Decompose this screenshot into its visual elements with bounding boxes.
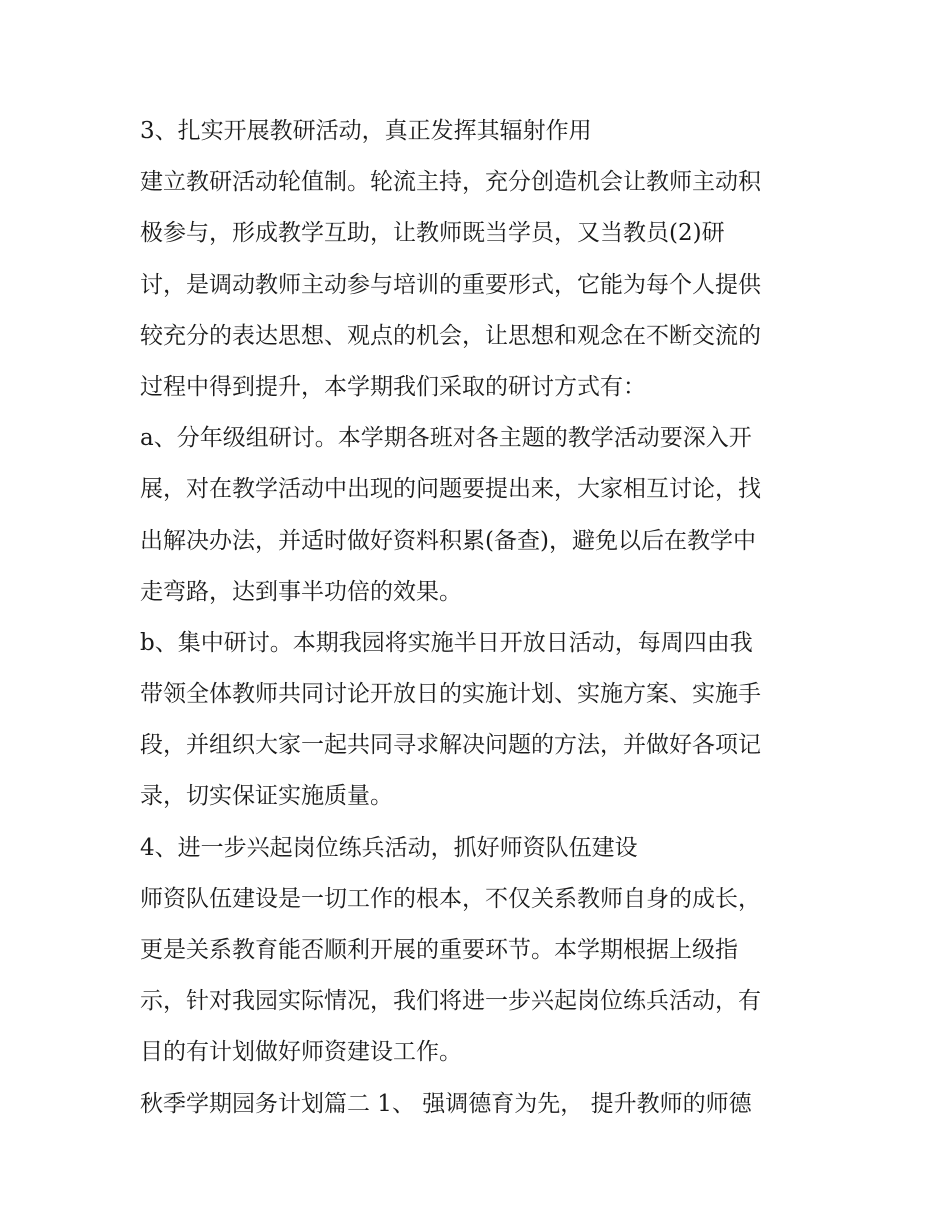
- paragraph-line: 示，针对我园实际情况，我们将进一步兴起岗位练兵活动，有: [140, 988, 761, 1015]
- paragraph-line: 出解决办法，并适时做好资料积累(备查)，避免以后在教学中: [140, 527, 756, 554]
- document-body: [140, 106, 830, 1130]
- list-item-a: a、分年级组研讨。本学期各班对各主题的教学活动要深入开: [140, 425, 752, 452]
- paragraph-line: 更是关系教育能否顺利开展的重要环节。本学期根据上级指: [140, 937, 738, 963]
- paragraph-line: 展，对在教学活动中出现的问题要提出来，大家相互讨论，找: [140, 476, 761, 503]
- section-heading-4: 4、进一步兴起岗位练兵活动，抓好师资队伍建设: [140, 834, 638, 861]
- section-heading-3: 3、扎实开展教研活动，真正发挥其辐射作用: [140, 118, 592, 144]
- paragraph-line: 段，并组织大家一起共同寻求解决问题的方法，并做好各项记: [140, 732, 761, 759]
- paragraph-line: 录，切实保证实施质量。: [140, 783, 393, 810]
- paragraph-line: 较充分的表达思想、观点的机会，让思想和观念在不断交流的: [140, 322, 761, 349]
- section-heading-part-two: 秋季学期园务计划篇二 1、 强调德育为先， 提升教师的师德: [140, 1090, 752, 1117]
- paragraph-line: 过程中得到提升，本学期我们采取的研讨方式有：: [140, 373, 646, 400]
- paragraph-line: 走弯路，达到事半功倍的效果。: [140, 578, 462, 605]
- list-item-b: b、集中研讨。本期我园将实施半日开放日活动，每周四由我: [140, 629, 753, 656]
- paragraph-line: 建立教研活动轮值制。轮流主持，充分创造机会让教师主动积: [140, 169, 761, 196]
- paragraph-line: 目的有计划做好师资建设工作。: [140, 1039, 462, 1066]
- paragraph-line: 带领全体教师共同讨论开放日的实施计划、实施方案、实施手: [140, 681, 761, 708]
- paragraph-line: 讨，是调动教师主动参与培训的重要形式，它能为每个人提供: [140, 271, 761, 298]
- paragraph-line: 师资队伍建设是一切工作的根本，不仅关系教师自身的成长，: [140, 885, 761, 912]
- paragraph-line: 极参与，形成教学互助，让教师既当学员，又当教员(2)研: [140, 220, 725, 247]
